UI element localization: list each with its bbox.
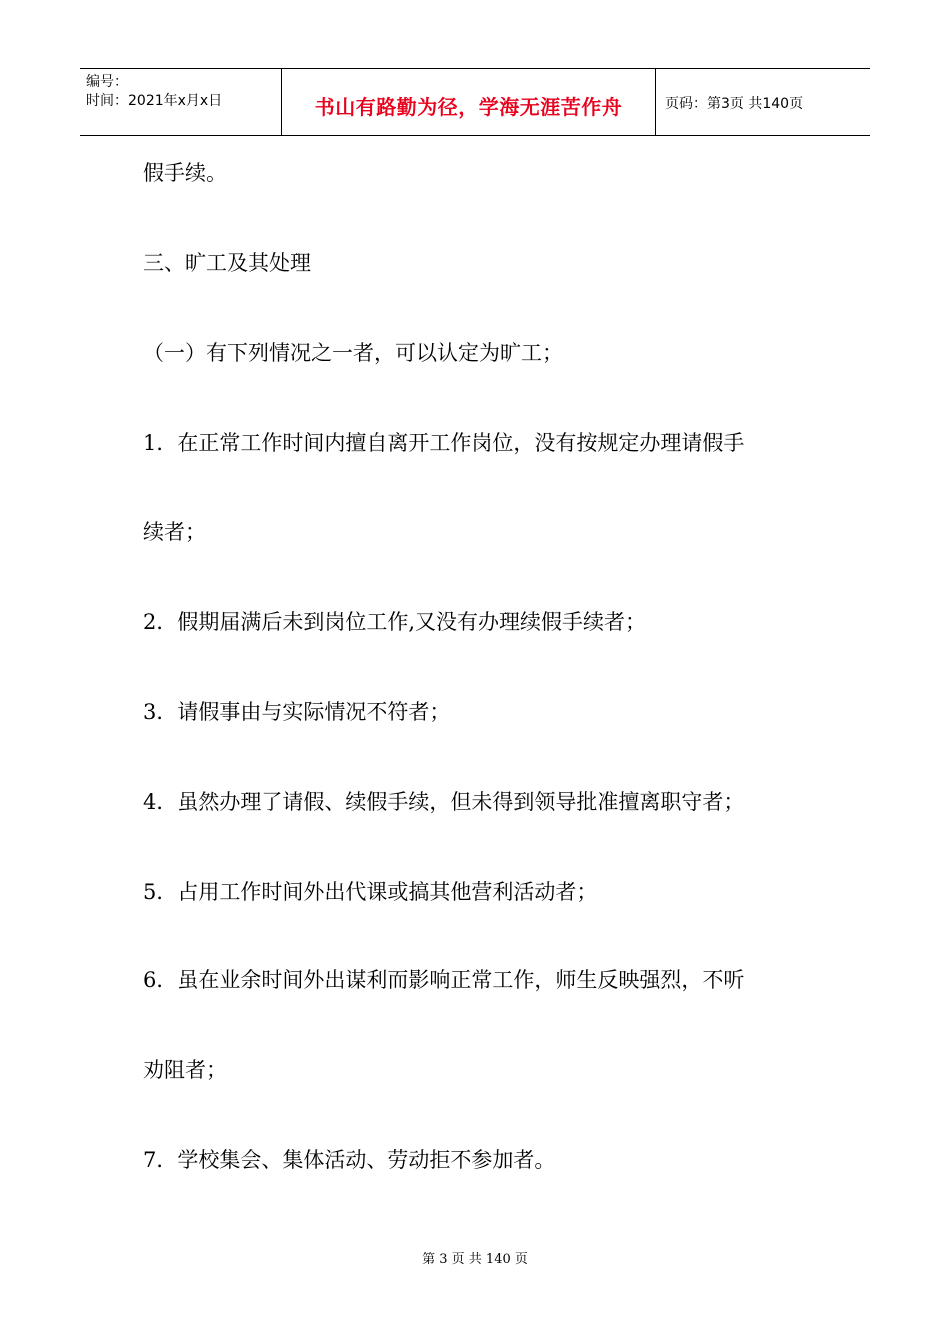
body-line: 假手续。: [143, 161, 227, 185]
list-item: 7．学校集会、集体活动、劳动拒不参加者。: [143, 1148, 556, 1172]
list-item-continuation: 续者；: [143, 520, 206, 544]
header-page-info: 页码：第3页 共140页: [665, 96, 804, 112]
section-heading: 三、旷工及其处理: [143, 251, 311, 275]
page-footer: 第 3 页 共 140 页: [422, 1252, 528, 1267]
list-item: 3．请假事由与实际情况不符者；: [143, 700, 451, 724]
page-header: [80, 68, 870, 136]
list-item: 6．虽在业余时间外出谋利而影响正常工作，师生反映强烈，不听: [143, 968, 745, 992]
subsection-heading: （一）有下列情况之一者，可以认定为旷工；: [143, 341, 563, 365]
header-divider: [655, 69, 656, 135]
list-item: 1．在正常工作时间内擅自离开工作岗位，没有按规定办理请假手: [143, 431, 745, 455]
document-number-label: 编号：: [86, 74, 128, 90]
list-item: 2．假期届满后未到岗位工作,又没有办理续假手续者；: [143, 610, 647, 634]
header-motto: 书山有路勤为径，学海无涯苦作舟: [314, 95, 623, 119]
list-item: 4．虽然办理了请假、续假手续，但未得到领导批准擅离职守者；: [143, 790, 745, 814]
header-meta: [86, 73, 222, 111]
list-item-continuation: 劝阻者；: [143, 1058, 227, 1082]
document-time-label: 时间：2021年x月x日: [86, 93, 223, 109]
list-item: 5．占用工作时间外出代课或搞其他营利活动者；: [143, 880, 598, 904]
